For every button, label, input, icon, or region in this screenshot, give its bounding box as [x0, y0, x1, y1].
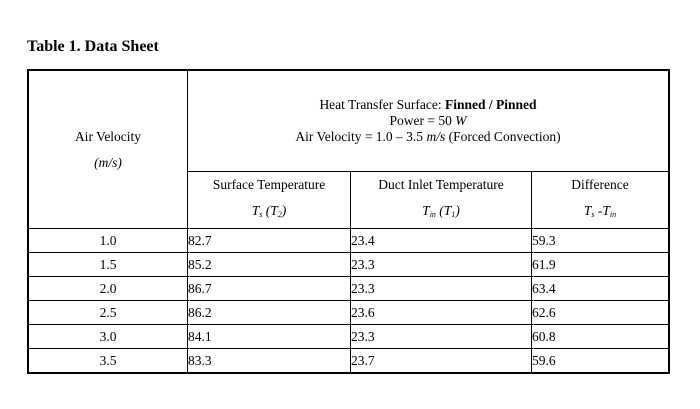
velocity-cell: 3.5 [28, 349, 188, 374]
air-velocity-range-line: Air Velocity = 1.0 – 3.5 m/s (Forced Convection) [295, 129, 561, 144]
table-row [28, 301, 669, 325]
surface-temperature-cell: 82.7 [188, 229, 351, 253]
table-title: Table 1. Data Sheet [27, 38, 159, 55]
duct-inlet-temperature-cell: 23.3 [351, 253, 532, 277]
surface-temperature-cell: 86.7 [188, 277, 351, 301]
velocity-cell: 2.5 [28, 301, 188, 325]
surface-temperature-symbol: $T_s$ $(T_2)$ [251, 203, 287, 219]
air-velocity-label: Air Velocity [74, 128, 142, 144]
difference-symbol: $T_s$ $-T_{in}$ [583, 203, 617, 219]
difference-cell: 62.6 [532, 301, 670, 325]
difference-cell: 60.8 [532, 325, 670, 349]
surface-temperature-cell: 86.2 [188, 301, 351, 325]
table-row [28, 277, 669, 301]
power-line: Power = 50 W [389, 113, 467, 128]
duct-inlet-temperature-symbol: $T_{in}$ $(T_1)$ [422, 203, 460, 219]
air-velocity-unit: (m/s) [94, 154, 122, 170]
velocity-cell: 2.0 [28, 277, 188, 301]
velocity-cell: 3.0 [28, 325, 188, 349]
air-velocity-header [28, 70, 188, 229]
heat-transfer-surface-value: Finned / Pinned [445, 97, 537, 112]
velocity-cell: 1.5 [28, 253, 188, 277]
difference-label: Difference [571, 177, 629, 192]
data-sheet-table [27, 69, 670, 374]
surface-temperature-cell: 85.2 [188, 253, 351, 277]
heat-transfer-surface-line: Heat Transfer Surface: Finned / Pinned [319, 97, 537, 112]
duct-inlet-temperature-cell: 23.3 [351, 277, 532, 301]
surface-temperature-cell: 83.3 [188, 349, 351, 374]
test-conditions-header [188, 70, 670, 172]
surface-temperature-label: Surface Temperature [212, 177, 326, 192]
table-row [28, 253, 669, 277]
surface-temperature-header [188, 172, 351, 229]
table-row [28, 349, 669, 374]
difference-cell: 59.6 [532, 349, 670, 374]
velocity-cell: 1.0 [28, 229, 188, 253]
header-row-top [28, 70, 669, 172]
table-row [28, 229, 669, 253]
duct-inlet-temperature-cell: 23.7 [351, 349, 532, 374]
duct-inlet-temperature-cell: 23.6 [351, 301, 532, 325]
difference-header [532, 172, 670, 229]
difference-cell: 59.3 [532, 229, 670, 253]
difference-cell: 61.9 [532, 253, 670, 277]
duct-inlet-temperature-header [351, 172, 532, 229]
difference-cell: 63.4 [532, 277, 670, 301]
surface-temperature-cell: 84.1 [188, 325, 351, 349]
duct-inlet-temperature-cell: 23.3 [351, 325, 532, 349]
duct-inlet-temperature-cell: 23.4 [351, 229, 532, 253]
table-row [28, 325, 669, 349]
duct-inlet-temperature-label: Duct Inlet Temperature [378, 177, 504, 192]
